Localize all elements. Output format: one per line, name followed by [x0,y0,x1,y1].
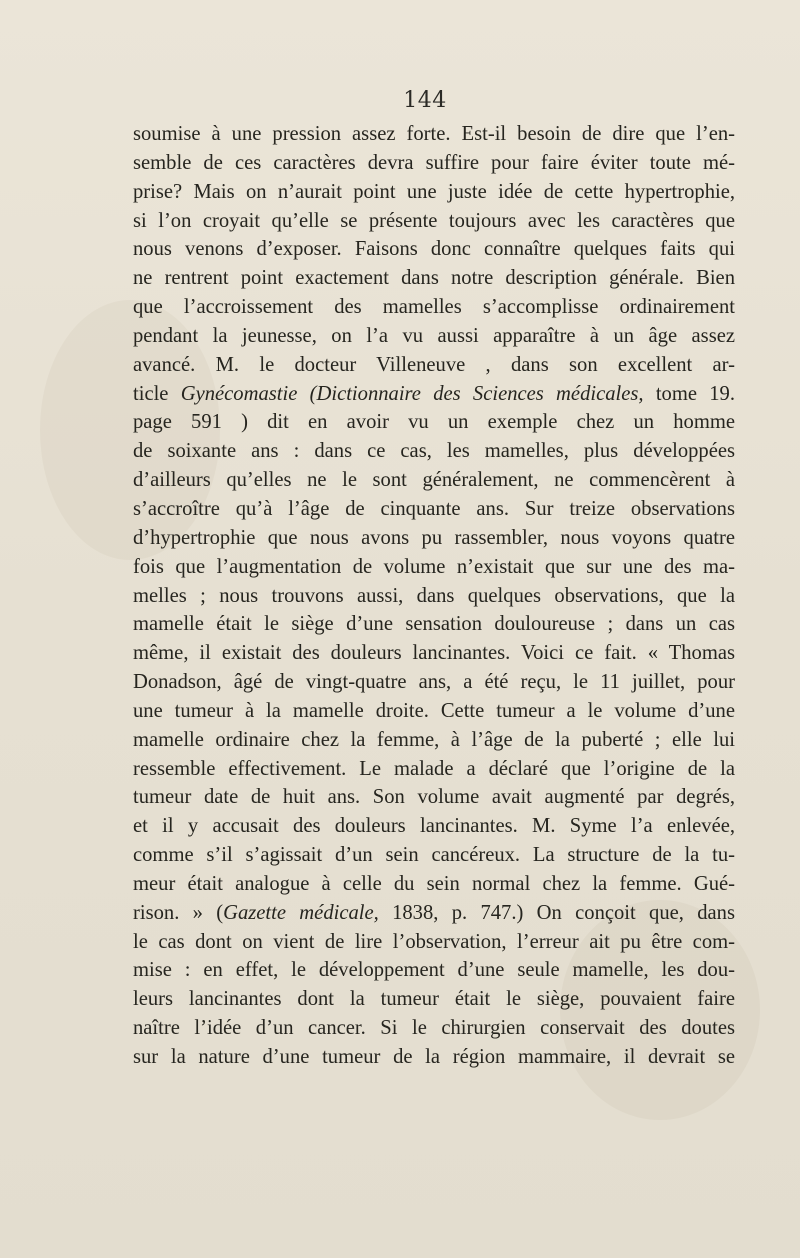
text-line: semble de ces caractères devra suffire pour faire éviter toute mé- [133,151,735,174]
text-segment: tome 19. [643,382,735,405]
text-line: tumeur date de huit ans. Son volume avait augmenté par degrés, [133,786,735,809]
text-line: de soixante ans : dans ce cas, les mamelles, plus développées [133,440,735,463]
text-line: que l’accroissement des mamelles s’accomplisse ordinairement [133,296,735,319]
text-line: meur était analogue à celle du sein normal chez la femme. Gué- [133,872,735,895]
text-line: leurs lancinantes dont la tumeur était le siège, pouvaient faire [133,988,735,1011]
text-line: s’accroître qu’à l’âge de cinquante ans. Sur treize observations [133,497,735,520]
text-segment: rison. » ( [133,901,224,924]
text-line: Donadson, âgé de vingt-quatre ans, a été reçu, le 11 juillet, pour [133,671,735,694]
text-line: prise? Mais on n’aurait point une juste idée de cette hypertrophie, [133,180,735,203]
page-number: 144 [403,88,447,113]
text-line: comme s’il s’agissait d’un sein cancéreux. La structure de la tu- [133,844,735,867]
text-line [133,899,735,928]
text-line: sur la nature d’une tumeur de la région mammaire, il devrait se [133,1046,735,1068]
text-line: d’hypertrophie que nous avons pu rassembler, nous voyons quatre [133,526,735,549]
text-line: mamelle ordinaire chez la femme, à l’âge de la puberté ; elle lui [133,728,735,751]
text-segment: 1838, p. 747.) On conçoit que, dans [378,901,735,924]
text-line: si l’on croyait qu’elle se présente toujours avec les caractères que [133,209,735,232]
text-line: soumise à une pression assez forte. Est-il besoin de dire que l’en- [133,123,735,145]
text-line: fois que l’augmentation de volume n’existait que sur une des ma- [133,555,735,578]
text-line: une tumeur à la mamelle droite. Cette tumeur a le volume d’une [133,699,735,722]
text-line: page 591 ) dit en avoir vu un exemple chez un homme [133,411,735,434]
text-line: avancé. M. le docteur Villeneuve , dans son excellent ar- [133,353,735,376]
text-line: ne rentrent point exactement dans notre description générale. Bien [133,267,735,290]
text-line: pendant la jeunesse, on l’a vu aussi apparaître à un âge assez [133,324,735,347]
text-line: même, il existait des douleurs lancinantes. Voici ce fait. « Thomas [133,642,735,665]
text-line [133,380,735,409]
text-line: naître l’idée d’un cancer. Si le chirurgien conservait des doutes [133,1017,735,1040]
italic-citation: Gazette médicale, [223,901,379,924]
text-line: mise : en effet, le développement d’une seule mamelle, les dou- [133,959,735,982]
text-line: et il y accusait des douleurs lancinantes. M. Syme l’a enlevée, [133,815,735,838]
text-line: le cas dont on vient de lire l’observation, l’erreur ait pu être com- [133,930,735,953]
italic-citation: Gynécomastie (Dictionnaire des Sciences médicales, [180,382,644,405]
text-line: ressemble effectivement. Le malade a déclaré que l’origine de la [133,757,735,780]
text-line: d’ailleurs qu’elles ne le sont généralement, ne commencèrent à [133,469,735,492]
body-text [133,120,735,1072]
text-line: melles ; nous trouvons aussi, dans quelques observations, que la [133,584,735,607]
text-segment: ticle [133,382,181,405]
text-line: nous venons d’exposer. Faisons donc connaître quelques faits qui [133,238,735,261]
text-line: mamelle était le siège d’une sensation douloureuse ; dans un cas [133,613,735,636]
